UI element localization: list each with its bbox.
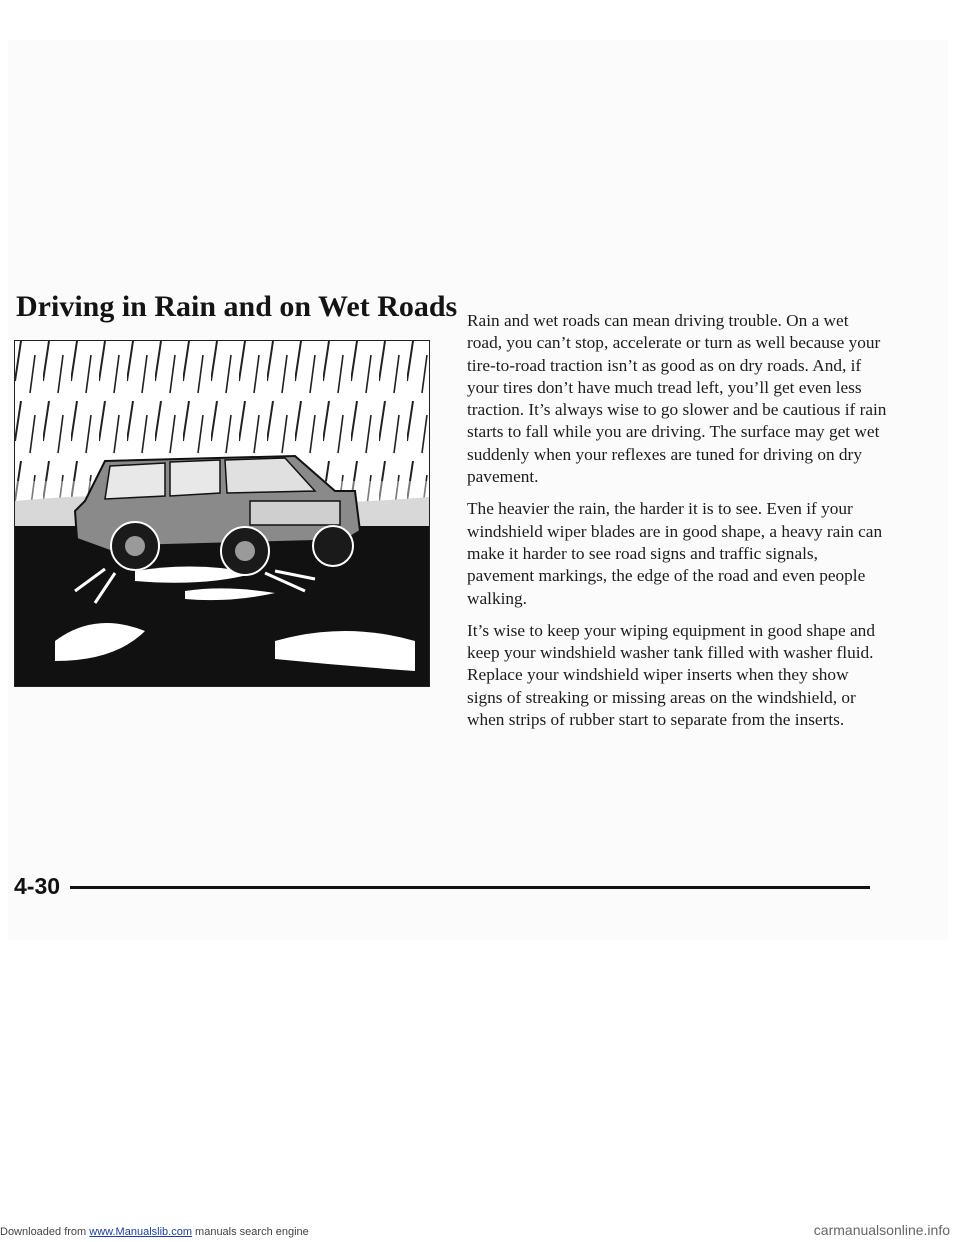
footer-rule (70, 886, 870, 889)
watermark-suffix: manuals search engine (191, 1226, 309, 1238)
paragraph-2: The heavier the rain, the harder it is to see. Even if your windshield wiper blades are in good shape, a heavy rain can make it harder to see road signs and traffic signals, pavement markings, the edge of the road and even people walking. (467, 499, 883, 608)
suv-in-rain-illustration (14, 340, 430, 687)
body-text (467, 310, 887, 741)
paragraph-1: Rain and wet roads can mean driving trouble. On a wet road, you can’t stop, accelerate or turn as well because your tire-to-road traction isn’t as good as on dry roads. And, if your tires don’t have much tread left, you’ll get even less traction. It’s always wise to go slower and be cautious if rain starts to fall while you are driving. The surface may get wet suddenly when your reflexes are tuned for driving on dry pavement. (467, 311, 887, 487)
download-watermark (0, 1226, 309, 1238)
paragraph-3: It’s wise to keep your wiping equipment in good shape and keep your windshield washer tank filled with washer fluid. Replace your windshield wiper inserts when they show signs of streaking or missing areas on the windshield, or when strips of rubber start to separate from the inserts. (467, 620, 875, 730)
section-heading: Driving in Rain and on Wet Roads (16, 290, 458, 323)
site-watermark: carmanualsonline.info (813, 1222, 950, 1238)
page-number: 4-30 (14, 873, 61, 899)
manualslib-link[interactable]: www.Manualslib.com (89, 1226, 192, 1238)
watermark-prefix: Downloaded from (0, 1226, 90, 1238)
